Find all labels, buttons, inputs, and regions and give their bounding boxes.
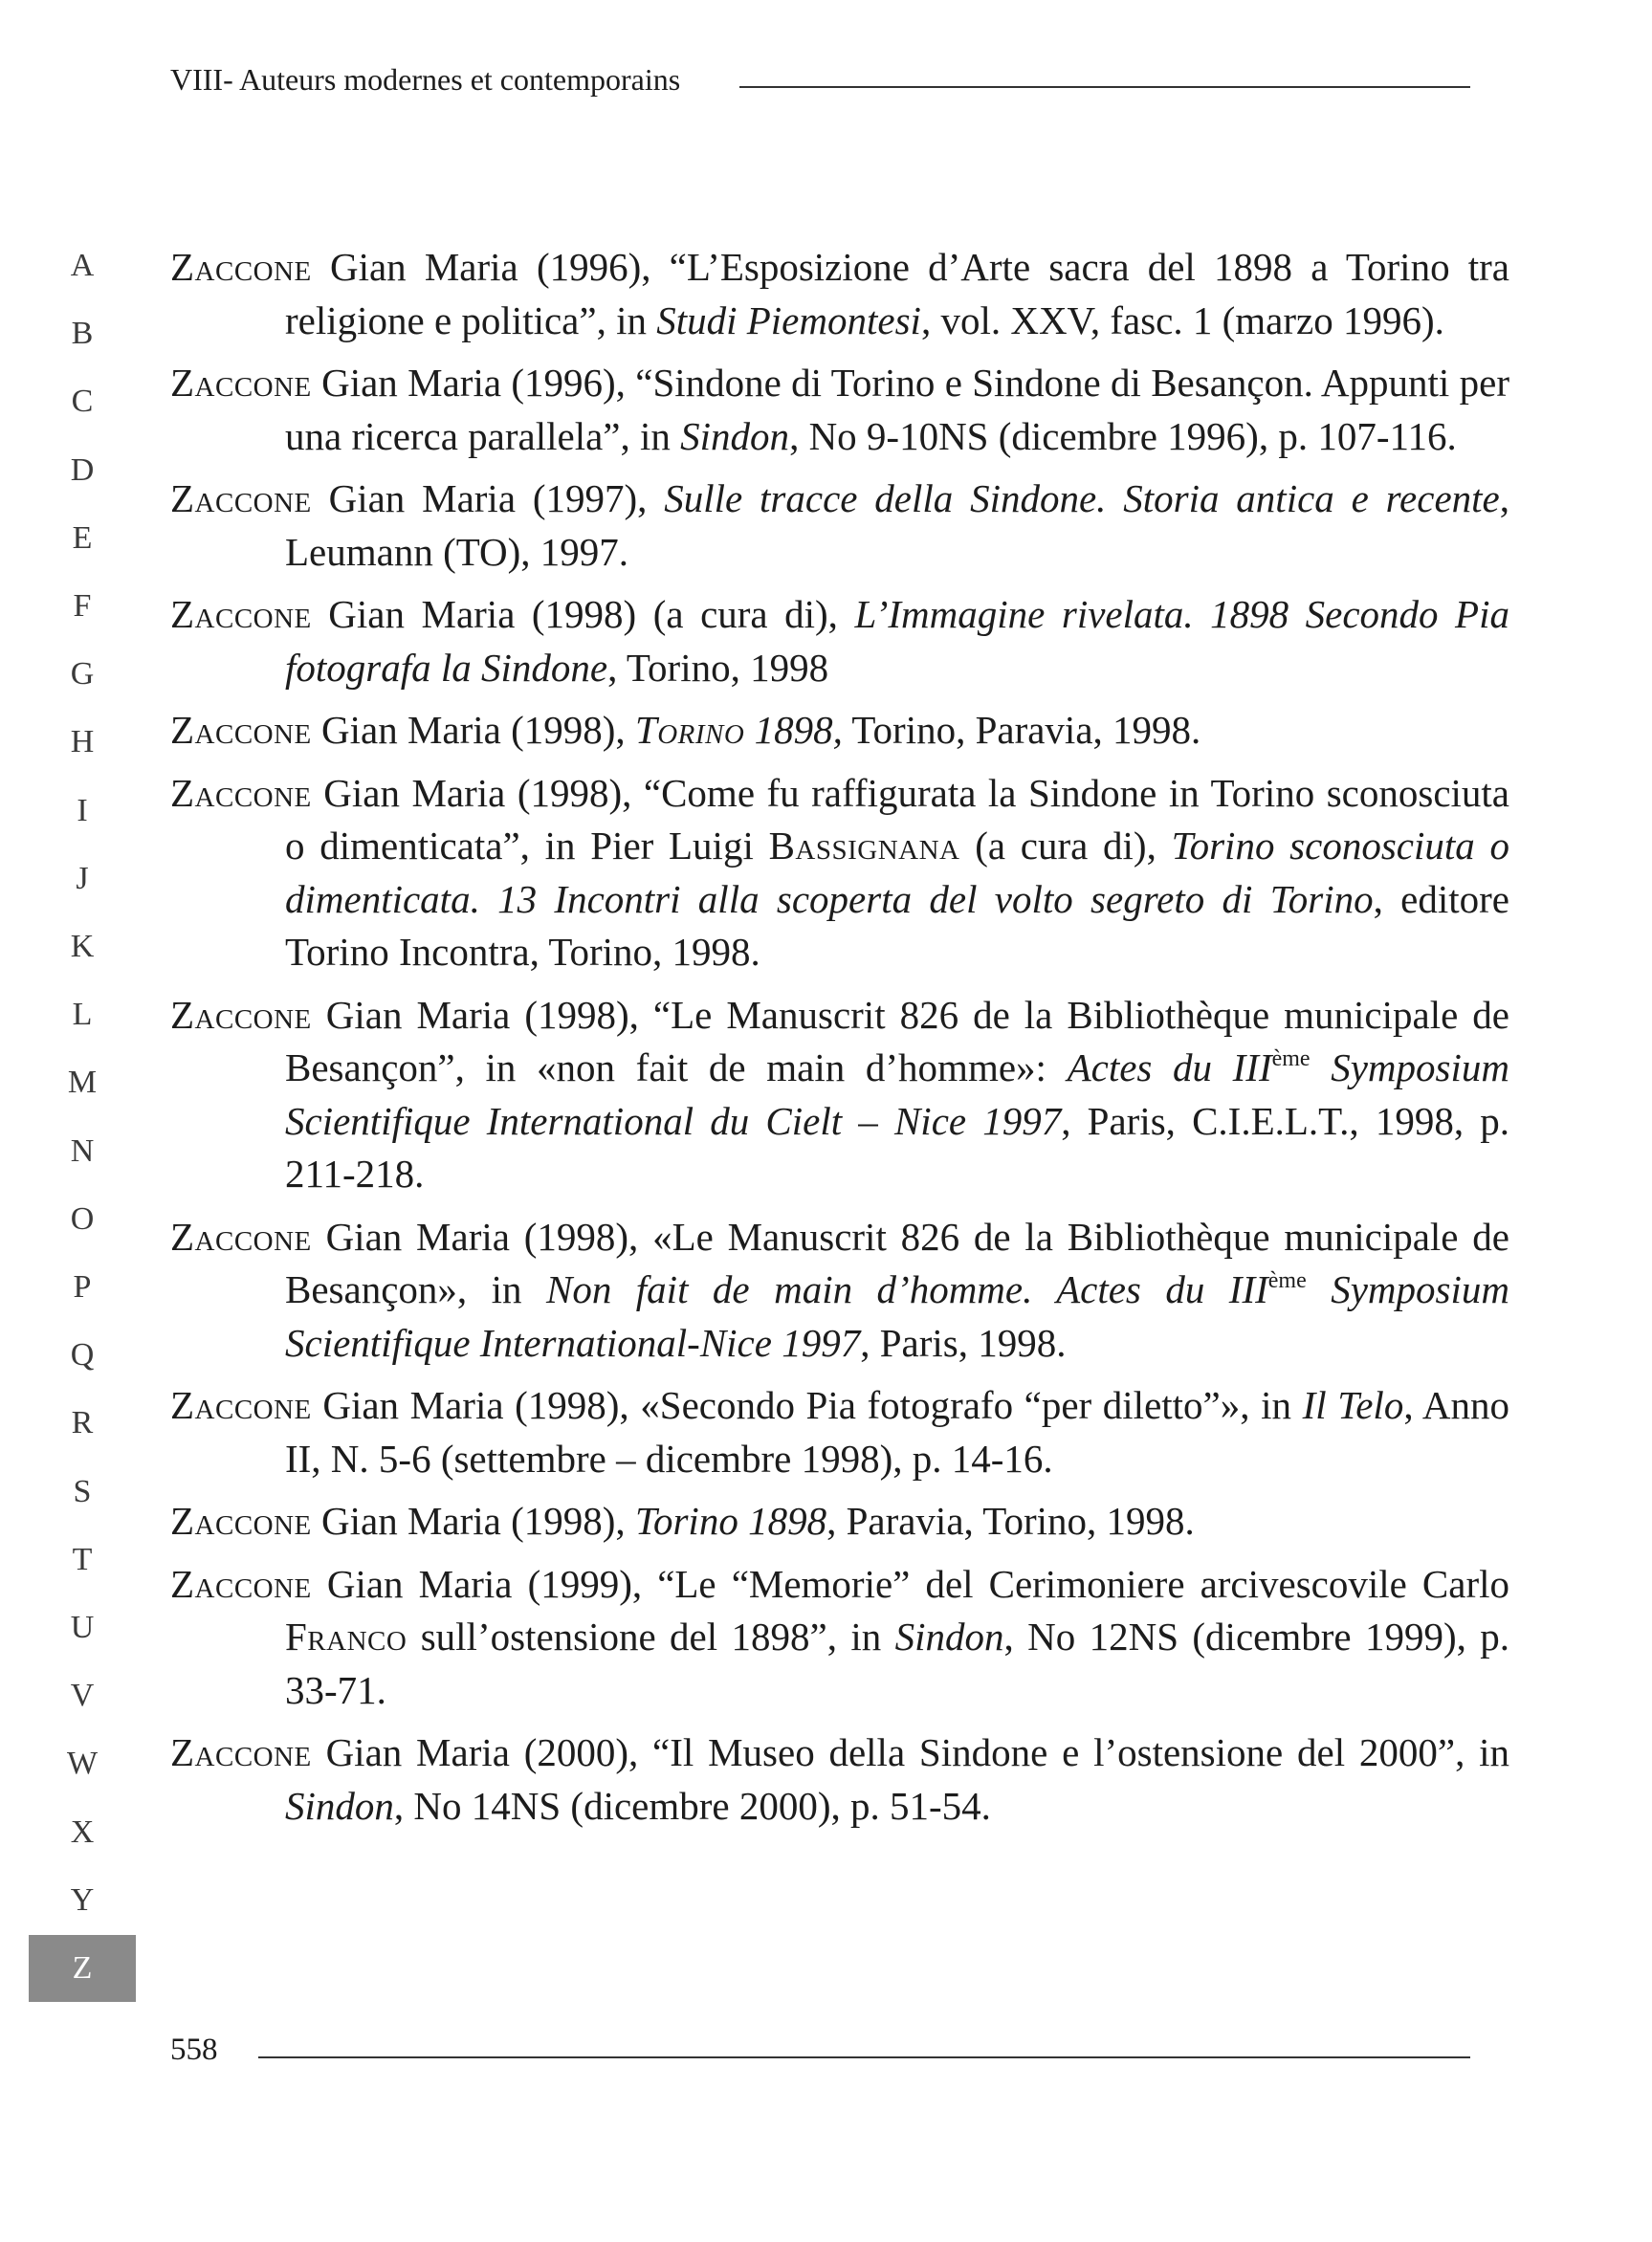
entry-text: Gian Maria (1998) (a cura di), xyxy=(311,592,855,636)
entry-text: , Leumann (TO), 1997. xyxy=(285,476,1509,574)
bibliography-entry xyxy=(170,588,1509,694)
entry-author: Zaccone xyxy=(170,708,312,752)
entry-text: Gian Maria (1996), “L’Esposizione d’Arte sacra del 1898 a Torino tra religione e politica”, in xyxy=(285,245,1509,342)
entry-text: , No 9-10NS (dicembre 1996), p. 107-116. xyxy=(789,413,1457,458)
entry-text: , Torino, 1998 xyxy=(607,645,829,690)
bibliography-entry xyxy=(170,1379,1509,1485)
entry-text: , editore Torino Incontra, Torino, 1998. xyxy=(285,876,1509,974)
index-letter-t: T xyxy=(72,1541,93,1577)
entry-text: , vol. XXV, fasc. 1 (marzo 1996). xyxy=(920,297,1444,342)
index-letter-a: A xyxy=(70,248,95,283)
entry-author: Zaccone xyxy=(170,770,312,815)
entry-text: sull’ostensione del 1898”, in xyxy=(407,1615,895,1659)
bibliography-entry xyxy=(170,989,1509,1201)
entry-text: Sindon xyxy=(680,413,790,458)
bibliography-entry xyxy=(170,1495,1509,1549)
index-letter-v: V xyxy=(70,1678,95,1714)
index-letter-o: O xyxy=(70,1200,95,1237)
index-letter-d: D xyxy=(70,451,95,488)
entry-text: Sindon xyxy=(285,1783,394,1828)
entry-text: Gian Maria (1999), “Le “Memorie” del Cerimoniere arcivescovile Carlo xyxy=(311,1561,1509,1606)
entry-text: Gian Maria (1998), “Le Manuscrit 826 de la Bibliothèque municipale de Besançon”, in «non fait de main d’homme»: xyxy=(285,992,1509,1089)
page-number: 558 xyxy=(170,2033,218,2067)
entry-text: Symposium Scientifique International-Nice 1997 xyxy=(285,1267,1509,1365)
bibliography-list xyxy=(170,241,1509,1842)
bibliography-entry xyxy=(170,357,1509,463)
entry-text: Gian Maria (1996), “Sindone di Torino e Sindone di Besançon. Appunti per una ricerca parallela”, in xyxy=(285,361,1509,458)
entry-text: , Anno II, N. 5-6 (settembre – dicembre 1998), p. 14-16. xyxy=(285,1383,1510,1481)
entry-text: Bassignana xyxy=(768,824,960,868)
alphabet-index xyxy=(29,244,136,2013)
entry-text: , No 12NS (dicembre 1999), p. 33-71. xyxy=(285,1615,1509,1712)
entry-text: ème xyxy=(1267,1268,1307,1293)
index-letter-c: C xyxy=(71,384,94,420)
entry-text: Franco xyxy=(285,1615,407,1659)
entry-text: Gian Maria (1998), «Secondo Pia fotografo “per diletto”», in xyxy=(311,1383,1303,1427)
bibliography-entry xyxy=(170,241,1509,347)
entry-text: Gian Maria (1998), “Come fu raffigurata la Sindone in Torino sconosciuta o dimenticata”, in Pier Luigi xyxy=(285,770,1509,868)
header-title: VIII- Auteurs modernes et contemporains xyxy=(170,62,681,97)
entry-text: , Paris, 1998. xyxy=(860,1320,1067,1365)
entry-text: , Paris, C.I.E.L.T., 1998, p. 211-218. xyxy=(285,1098,1509,1196)
running-header xyxy=(170,55,1470,98)
index-letter-g: G xyxy=(70,656,95,692)
entry-author: Zaccone xyxy=(170,1561,312,1606)
index-letter-e: E xyxy=(72,519,93,556)
entry-text: Il Telo xyxy=(1302,1383,1404,1427)
index-letter-l: L xyxy=(72,997,93,1033)
entry-text: Torino, Paravia, 1998. xyxy=(842,708,1201,752)
index-letter-u: U xyxy=(70,1610,95,1645)
entry-text: ème xyxy=(1271,1046,1311,1071)
entry-text: Torino xyxy=(634,708,745,752)
index-letter-n: N xyxy=(70,1132,95,1169)
entry-text: Gian Maria (2000), “Il Museo della Sindone e l’ostensione del 2000”, in xyxy=(311,1730,1509,1774)
entry-text: Gian Maria (1998), xyxy=(311,708,635,752)
entry-text: Symposium Scientifique International du Cielt – Nice 1997 xyxy=(285,1045,1509,1143)
entry-text: Non fait de main d’homme. Actes du III xyxy=(545,1267,1268,1311)
entry-author: Zaccone xyxy=(170,361,312,405)
index-letter-p: P xyxy=(73,1269,92,1305)
entry-author: Zaccone xyxy=(170,592,312,636)
index-letter-f: F xyxy=(73,588,92,624)
index-letter-b: B xyxy=(71,316,94,352)
index-letter-m: M xyxy=(67,1065,98,1101)
entry-text: Sulle tracce della Sindone. Storia antica e recente xyxy=(664,476,1500,520)
entry-text: (a cura di), xyxy=(959,824,1172,868)
entry-text: Torino sconosciuta o dimenticata. 13 Incontri alla scoperta del volto segreto di Torino xyxy=(285,824,1509,921)
bibliography-entry xyxy=(170,1211,1509,1371)
entry-text: , Paravia, Torino, 1998. xyxy=(826,1499,1195,1543)
entry-text: Gian Maria (1997), xyxy=(311,476,665,520)
index-letter-h: H xyxy=(70,724,95,760)
index-letter-w: W xyxy=(66,1746,99,1782)
header-rule xyxy=(739,86,1470,88)
entry-author: Zaccone xyxy=(170,1730,312,1774)
index-letter-j: J xyxy=(76,860,89,896)
entry-author: Zaccone xyxy=(170,1214,312,1259)
index-letter-q: Q xyxy=(70,1337,95,1374)
entry-text: Studi Piemontesi xyxy=(656,297,921,342)
index-letter-x: X xyxy=(70,1813,95,1850)
entry-author: Zaccone xyxy=(170,1499,312,1543)
bibliography-entry xyxy=(170,704,1509,758)
entry-text: Actes du III xyxy=(1067,1045,1272,1089)
index-letter-z: Z xyxy=(29,1935,136,2002)
entry-author: Zaccone xyxy=(170,245,312,289)
entry-text: 1898, xyxy=(744,708,843,752)
entry-text: , No 14NS (dicembre 2000), p. 51-54. xyxy=(393,1783,991,1828)
bibliography-entry xyxy=(170,767,1509,979)
entry-author: Zaccone xyxy=(170,992,312,1037)
index-letter-r: R xyxy=(71,1405,94,1441)
entry-text: Gian Maria (1998), xyxy=(311,1499,635,1543)
entry-text: L’Immagine rivelata. 1898 Secondo Pia fotografa la Sindone xyxy=(285,592,1509,690)
entry-text: Sindon xyxy=(894,1615,1004,1659)
running-footer xyxy=(170,2026,1470,2068)
bibliography-entry xyxy=(170,473,1509,579)
index-letter-k: K xyxy=(70,929,95,964)
index-letter-y: Y xyxy=(70,1881,95,1918)
bibliography-entry xyxy=(170,1558,1509,1718)
index-letter-i: I xyxy=(77,792,88,828)
entry-text: Gian Maria (1998), «Le Manuscrit 826 de la Bibliothèque municipale de Besançon», in xyxy=(285,1214,1509,1311)
entry-author: Zaccone xyxy=(170,1383,312,1427)
bibliography-entry xyxy=(170,1726,1509,1833)
entry-text: Torino 1898 xyxy=(634,1499,827,1543)
index-letter-s: S xyxy=(73,1473,92,1509)
entry-author: Zaccone xyxy=(170,476,312,520)
footer-rule xyxy=(258,2056,1471,2058)
